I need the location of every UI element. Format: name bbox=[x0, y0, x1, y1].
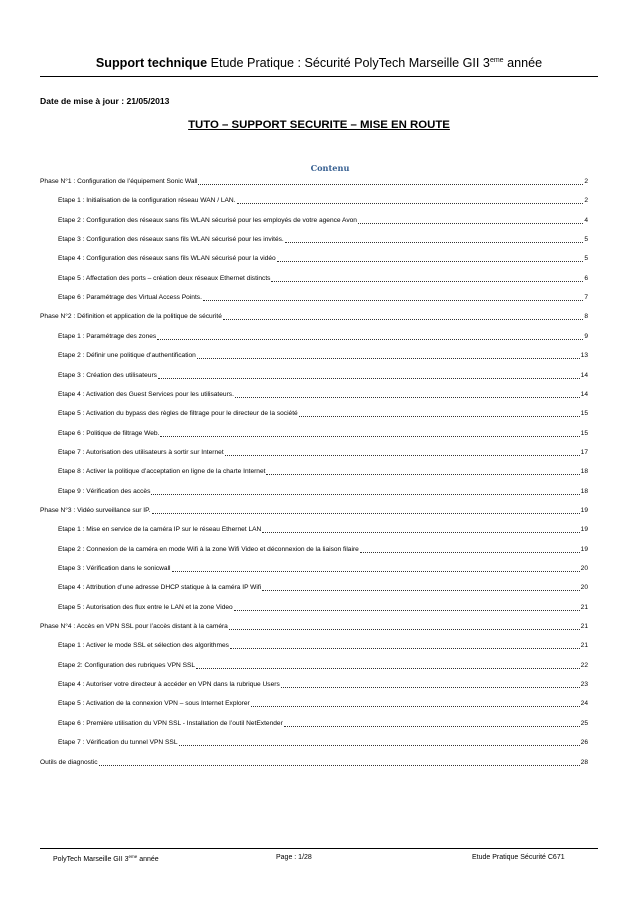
toc-dot-leader bbox=[281, 681, 580, 688]
toc-dot-leader bbox=[223, 313, 583, 320]
toc-dot-leader bbox=[277, 255, 584, 262]
toc-entry-title: Etape 4 : Autoriser votre directeur à accéder en VPN dans la rubrique Users bbox=[58, 681, 280, 689]
toc-entry-title: Etape 4 : Configuration des réseaux sans fils WLAN sécurisé pour la vidéo bbox=[58, 255, 276, 263]
toc-entry-page: 23 bbox=[580, 681, 588, 689]
footer-course: Etude Pratique Sécurité C671 bbox=[472, 854, 565, 861]
footer-school: PolyTech Marseille GII 3 bbox=[53, 856, 129, 863]
footer-page-number: Page : 1/28 bbox=[276, 854, 312, 861]
toc-phase-entry[interactable] bbox=[40, 758, 588, 767]
toc-entry-page: 5 bbox=[584, 255, 588, 263]
toc-entry-page: 14 bbox=[580, 371, 588, 379]
toc-dot-leader bbox=[262, 526, 579, 533]
toc-dot-leader bbox=[262, 584, 579, 591]
toc-entry-title: Etape 1 : Initialisation de la configuration réseau WAN / LAN. bbox=[58, 197, 236, 205]
toc-entry-title: Etape 4 : Attribution d’une adresse DHCP statique à la caméra IP Wifi bbox=[58, 584, 262, 592]
toc-dot-leader bbox=[172, 565, 580, 572]
toc-dot-leader bbox=[99, 759, 580, 766]
header-superscript: eme bbox=[489, 57, 504, 64]
toc-entry-page: 14 bbox=[580, 390, 588, 398]
toc-step-entry[interactable] bbox=[58, 467, 588, 476]
toc-entry-page: 28 bbox=[580, 758, 588, 766]
toc-entry-page: 17 bbox=[580, 448, 588, 456]
toc-entry-page: 19 bbox=[580, 545, 588, 553]
document-title: TUTO – SUPPORT SECURITE – MISE EN ROUTE bbox=[188, 119, 450, 131]
toc-entry-title: Etape 3 : Création des utilisateurs bbox=[58, 371, 157, 379]
footer-year-text: année bbox=[139, 856, 159, 863]
footer-left bbox=[53, 854, 159, 863]
toc-dot-leader bbox=[234, 604, 580, 611]
toc-step-entry[interactable] bbox=[58, 545, 588, 554]
toc-entry-title: Etape 2 : Connexion de la caméra en mode Wifi à la zone Wifi Video et déconnexion de la liaison filaire bbox=[58, 545, 359, 553]
toc-entry-title: Etape 1 : Paramétrage des zones bbox=[58, 332, 157, 340]
header-year-text: année bbox=[507, 56, 543, 70]
toc-entry-title: Etape 3 : Vérification dans le sonicwall bbox=[58, 565, 171, 572]
toc-dot-leader bbox=[198, 178, 583, 185]
toc-entry-title: Phase N°4 : Accès en VPN SSL pour l’accès distant à la caméra bbox=[40, 623, 228, 631]
toc-step-entry[interactable] bbox=[58, 235, 588, 244]
toc-dot-leader bbox=[225, 449, 580, 456]
toc-entry-page: 21 bbox=[580, 642, 588, 650]
toc-entry-title: Etape 6 : Politique de filtrage Web. bbox=[58, 429, 160, 437]
toc-entry-page: 2 bbox=[584, 197, 588, 205]
toc-entry-title: Etape 5 : Autorisation des flux entre le LAN et la zone Video bbox=[58, 603, 233, 611]
toc-step-entry[interactable] bbox=[58, 254, 588, 263]
toc-entry-page: 15 bbox=[580, 429, 588, 437]
toc-entry-title: Etape 9 : Vérification des accès bbox=[58, 487, 151, 495]
toc-entry-page: 19 bbox=[580, 506, 588, 514]
toc-dot-leader bbox=[196, 662, 580, 669]
header-divider bbox=[40, 76, 598, 77]
toc-entry-page: 21 bbox=[580, 623, 588, 631]
toc-entry-page: 20 bbox=[580, 584, 588, 592]
toc-dot-leader bbox=[299, 410, 580, 417]
toc-dot-leader bbox=[157, 333, 583, 340]
toc-entry-page: 22 bbox=[580, 661, 588, 669]
toc-dot-leader bbox=[152, 507, 580, 514]
toc-step-entry[interactable] bbox=[58, 487, 588, 496]
toc-step-entry[interactable] bbox=[58, 525, 588, 534]
toc-step-entry[interactable] bbox=[58, 429, 588, 438]
toc-step-entry[interactable] bbox=[58, 409, 588, 418]
toc-step-entry[interactable] bbox=[58, 641, 588, 650]
toc-entry-title: Etape 6 : Paramétrage des Virtual Access Points. bbox=[58, 294, 202, 302]
toc-entry-title: Phase N°3 : Vidéo surveillance sur IP. bbox=[40, 506, 151, 514]
toc-entry-page: 6 bbox=[584, 274, 588, 282]
toc-step-entry[interactable] bbox=[58, 371, 588, 380]
toc-phase-entry[interactable] bbox=[40, 312, 588, 321]
toc-entry-title: Etape 5 : Activation de la connexion VPN – sous Internet Explorer bbox=[58, 700, 250, 708]
toc-step-entry[interactable] bbox=[58, 196, 588, 205]
toc-entry-page: 24 bbox=[580, 700, 588, 708]
header-title-text: Etude Pratique : Sécurité PolyTech Marseille GII 3 bbox=[210, 56, 490, 70]
toc-entry-page: 19 bbox=[580, 526, 588, 534]
toc-dot-leader bbox=[285, 236, 584, 243]
toc-dot-leader bbox=[230, 642, 580, 649]
toc-entry-title: Phase N°2 : Définition et application de la politique de sécurité bbox=[40, 313, 222, 321]
toc-entry-page: 13 bbox=[580, 352, 588, 360]
toc-entry-page: 8 bbox=[584, 313, 588, 321]
toc-entry-title: Etape 5 : Affectation des ports – création deux réseaux Ethernet distincts bbox=[58, 274, 271, 282]
toc-entry-page: 18 bbox=[580, 468, 588, 476]
toc-entry-page: 7 bbox=[584, 294, 588, 302]
toc-entry-title: Etape 7 : Vérification du tunnel VPN SSL bbox=[58, 739, 178, 747]
toc-entry-title: Phase N°1 : Configuration de l’équipement Sonic Wall bbox=[40, 178, 198, 185]
toc-entry-page: 21 bbox=[580, 603, 588, 611]
page-header bbox=[40, 56, 598, 70]
toc-dot-leader bbox=[160, 430, 579, 437]
toc-step-entry[interactable] bbox=[58, 332, 588, 341]
toc-dot-leader bbox=[203, 294, 583, 301]
toc-entry-title: Etape 1 : Activer le mode SSL et sélection des algorithmes bbox=[58, 642, 229, 650]
toc-entry-page: 15 bbox=[580, 410, 588, 418]
toc-entry-title: Etape 5 : Activation du bypass des règles de filtrage pour le directeur de la société bbox=[58, 410, 298, 418]
toc-step-entry[interactable] bbox=[58, 390, 588, 399]
toc-step-entry[interactable] bbox=[58, 564, 588, 573]
toc-entry-page: 4 bbox=[584, 216, 588, 224]
toc-entry-page: 18 bbox=[580, 487, 588, 495]
toc-entry-title: Etape 2 : Définir une politique d’authentification bbox=[58, 352, 196, 360]
toc-entry-page: 20 bbox=[580, 565, 588, 572]
toc-dot-leader bbox=[151, 488, 579, 495]
toc-entry-page: 5 bbox=[584, 236, 588, 244]
toc-entry-title: Etape 7 : Autorisation des utilisateurs à sortir sur Internet bbox=[58, 448, 224, 456]
toc-dot-leader bbox=[197, 352, 580, 359]
toc-dot-leader bbox=[158, 372, 580, 379]
toc-dot-leader bbox=[358, 217, 583, 224]
toc-entry-page: 26 bbox=[580, 739, 588, 747]
toc-step-entry[interactable] bbox=[58, 293, 588, 302]
toc-entry-title: Etape 6 : Première utilisation du VPN SSL - Installation de l’outil NetExtender bbox=[58, 719, 283, 727]
toc-dot-leader bbox=[251, 700, 580, 707]
toc-dot-leader bbox=[284, 720, 580, 727]
toc-step-entry[interactable] bbox=[58, 274, 588, 283]
toc-phase-entry[interactable] bbox=[40, 622, 588, 631]
toc-step-entry[interactable] bbox=[58, 603, 588, 612]
toc-dot-leader bbox=[271, 275, 583, 282]
toc-entry-title: Etape 3 : Configuration des réseaux sans fils WLAN sécurisé pour les invités. bbox=[58, 236, 284, 244]
toc-entry-title: Etape 2: Configuration des rubriques VPN SSL bbox=[58, 661, 196, 669]
toc-dot-leader bbox=[266, 468, 579, 475]
toc-step-entry[interactable] bbox=[58, 738, 588, 747]
toc-step-entry[interactable] bbox=[58, 351, 588, 360]
toc-dot-leader bbox=[235, 391, 580, 398]
header-bold-label: Support technique bbox=[95, 56, 208, 70]
toc-dot-leader bbox=[179, 739, 580, 746]
toc-step-entry[interactable] bbox=[58, 448, 588, 457]
toc-step-entry[interactable] bbox=[58, 583, 588, 592]
toc-entry-title: Etape 8 : Activer la politique d’acceptation en ligne de la charte Internet bbox=[58, 468, 266, 476]
toc-dot-leader bbox=[360, 546, 580, 553]
toc-heading: Contenu bbox=[310, 163, 350, 173]
footer-superscript: eme bbox=[128, 854, 138, 859]
toc-entry-title: Etape 2 : Configuration des réseaux sans fils WLAN sécurisé pour les employés de votre agence Avon bbox=[58, 216, 357, 224]
toc-dot-leader bbox=[237, 197, 584, 204]
footer-divider bbox=[40, 848, 598, 849]
toc-entry-title: Etape 4 : Activation des Guest Services pour les utilisateurs. bbox=[58, 390, 234, 398]
toc-step-entry[interactable] bbox=[58, 719, 588, 728]
toc-step-entry[interactable] bbox=[58, 699, 588, 708]
toc-entry-title: Outils de diagnostic bbox=[40, 758, 98, 766]
toc-entry-page: 2 bbox=[584, 178, 588, 185]
toc-entry-page: 9 bbox=[584, 332, 588, 340]
update-date: Date de mise à jour : 21/05/2013 bbox=[40, 96, 170, 106]
toc-step-entry[interactable] bbox=[58, 661, 588, 670]
toc-entry-page: 25 bbox=[580, 719, 588, 727]
toc-step-entry[interactable] bbox=[58, 680, 588, 689]
toc-entry-title: Etape 1 : Mise en service de la caméra IP sur le réseau Ethernet LAN bbox=[58, 526, 262, 534]
toc-step-entry[interactable] bbox=[58, 216, 588, 225]
toc-phase-entry[interactable] bbox=[40, 506, 588, 515]
toc-phase-entry[interactable] bbox=[40, 177, 588, 186]
toc-dot-leader bbox=[229, 623, 580, 630]
